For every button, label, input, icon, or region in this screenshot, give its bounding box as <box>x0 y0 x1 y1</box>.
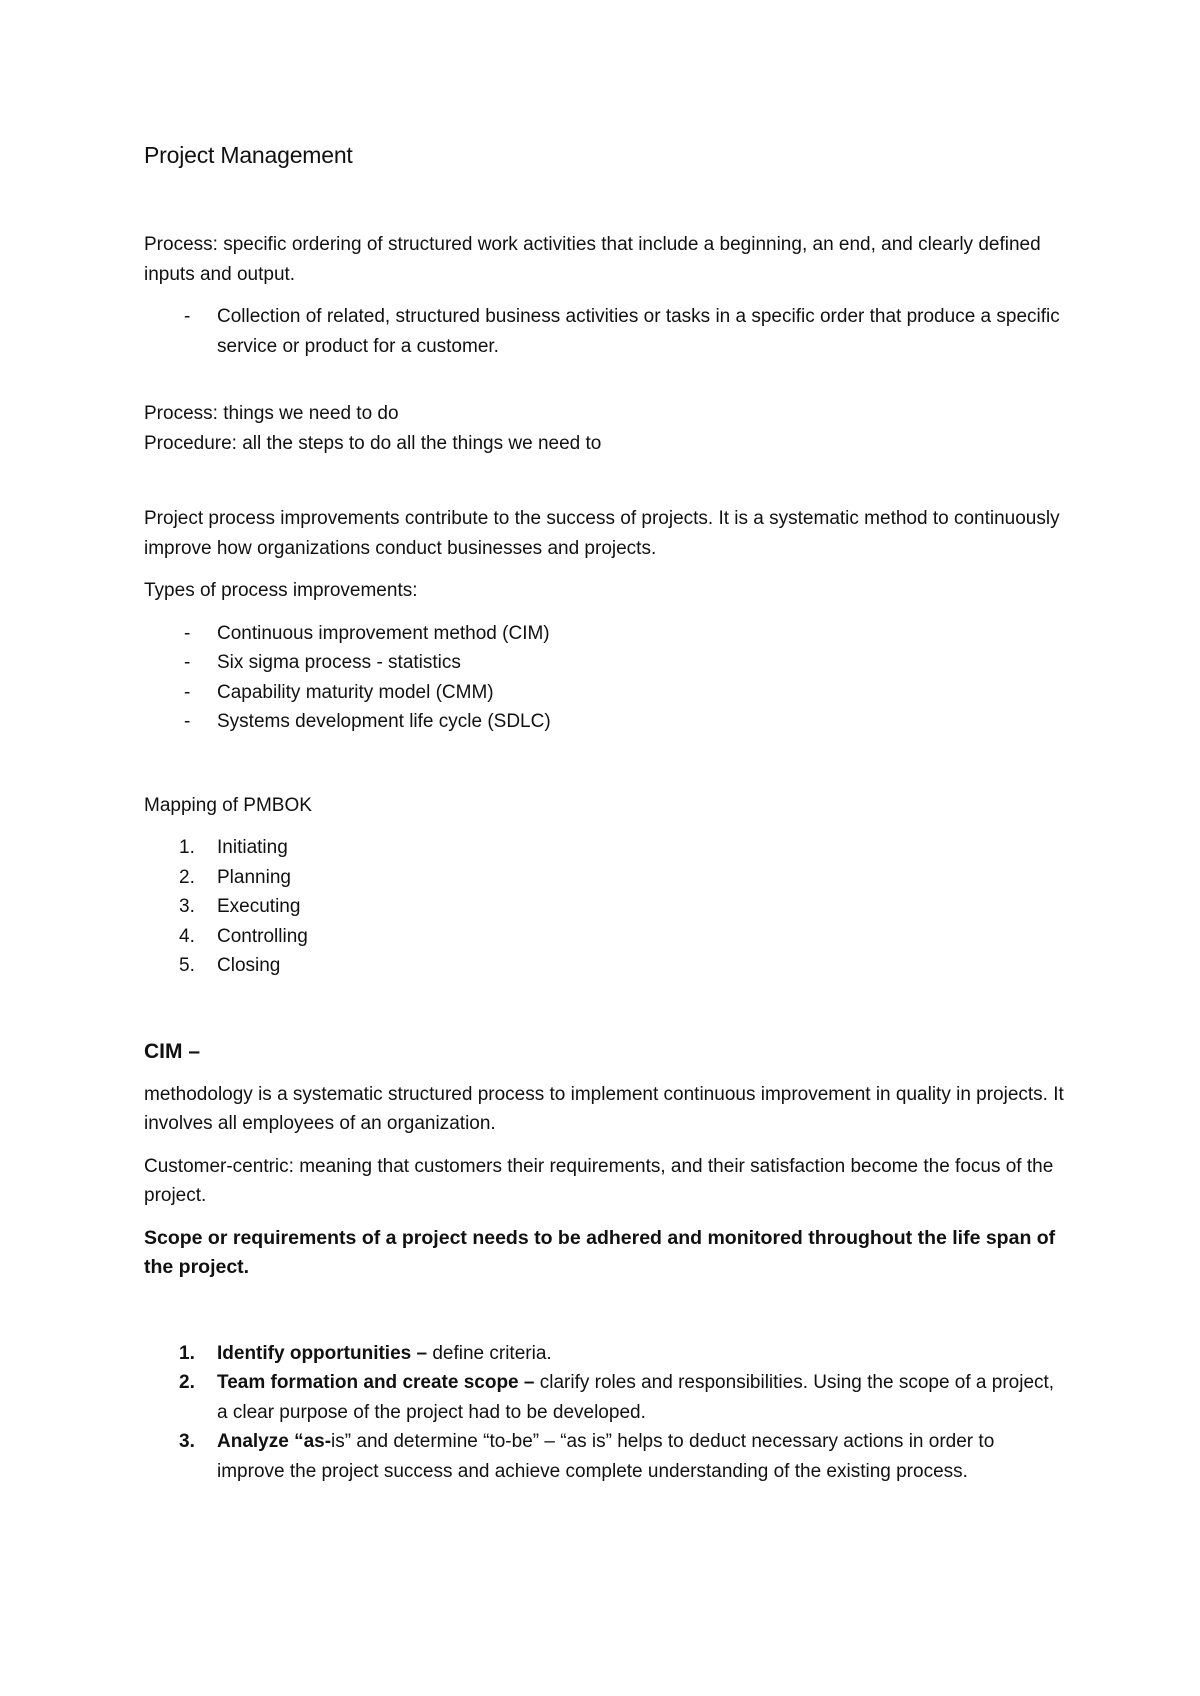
list-item-text: Initiating <box>217 837 288 858</box>
list-item-text: Executing <box>217 896 301 917</box>
process-line: Process: things we need to do <box>144 403 399 424</box>
list-item <box>144 922 1064 952</box>
types-list <box>144 619 1064 737</box>
list-number: 3. <box>179 896 195 917</box>
document-body <box>144 140 1064 1486</box>
procedure-line: Procedure: all the steps to do all the things we need to <box>144 432 602 454</box>
list-item <box>144 1368 1064 1427</box>
list-item-text: Systems development life cycle (SDLC) <box>217 711 551 732</box>
list-item <box>144 1339 1064 1369</box>
dash-marker: - <box>184 622 191 644</box>
list-number: 2. <box>179 866 195 888</box>
step-description: clarify roles and responsibilities. Using the scope of a project, a clear purpose of the project had to be developed. <box>217 1372 1055 1423</box>
list-item <box>144 678 1064 708</box>
list-item-text: Continuous improvement method (CIM) <box>217 622 550 644</box>
dash-marker: - <box>184 306 191 327</box>
list-number: 5. <box>179 955 195 976</box>
dash-marker: - <box>184 711 191 732</box>
dash-marker: - <box>184 681 191 703</box>
list-number: 1. <box>179 837 195 858</box>
cim-heading: CIM – <box>144 1039 201 1063</box>
step-title: Analyze “as- <box>217 1431 332 1452</box>
scope-paragraph: Scope or requirements of a project needs to be adhered and monitored throughout the life span of the project. <box>144 1226 1056 1278</box>
list-item <box>144 302 1064 361</box>
pmbok-steps-list <box>144 833 1064 981</box>
list-number: 3. <box>179 1431 195 1452</box>
list-item <box>144 707 1064 737</box>
process-bullet-list <box>144 302 1064 361</box>
list-item-text: Capability maturity model (CMM) <box>217 681 494 703</box>
list-number: 4. <box>179 925 195 947</box>
cim-paragraph: methodology is a systematic structured process to implement continuous improvement in quality in projects. It involves all employees of an organization. <box>144 1083 1064 1134</box>
customer-centric-paragraph: Customer-centric: meaning that customers their requirements, and their satisfaction become the focus of the project. <box>144 1155 1054 1206</box>
step-title: Team formation and create scope – <box>217 1372 535 1393</box>
list-item-text: Controlling <box>217 925 308 947</box>
list-item <box>144 833 1064 863</box>
list-item-text: Six sigma process - statistics <box>217 652 461 673</box>
step-description: is” and determine “to-be” – “as is” helps to deduct necessary actions in order to improve the project success and achieve complete understanding of the existing process. <box>217 1431 995 1482</box>
list-item <box>144 951 1064 981</box>
list-item-text: Planning <box>217 866 291 888</box>
pmbok-heading: Mapping of PMBOK <box>144 794 312 816</box>
page-title: Project Management <box>144 142 353 168</box>
list-item-text: Closing <box>217 955 281 976</box>
list-item <box>144 892 1064 922</box>
list-item <box>144 619 1064 649</box>
list-number: 1. <box>179 1342 195 1364</box>
list-number: 2. <box>179 1372 195 1393</box>
dash-marker: - <box>184 652 191 673</box>
step-title: Identify opportunities – <box>217 1342 428 1364</box>
list-item <box>144 648 1064 678</box>
cim-steps-list <box>144 1339 1064 1487</box>
improvements-paragraph: Project process improvements contribute to the success of projects. It is a systematic method to continuously improve how organizations conduct businesses and projects. <box>144 508 1060 559</box>
process-definition: Process: specific ordering of structured work activities that include a beginning, an end, and clearly defined inputs and output. <box>144 234 1041 285</box>
types-heading: Types of process improvements: <box>144 580 418 601</box>
step-description: define criteria. <box>427 1342 552 1364</box>
list-item <box>144 863 1064 893</box>
list-item <box>144 1427 1064 1486</box>
list-item-text: Collection of related, structured business activities or tasks in a specific order that produce a specific service or product for a customer. <box>217 306 1060 357</box>
